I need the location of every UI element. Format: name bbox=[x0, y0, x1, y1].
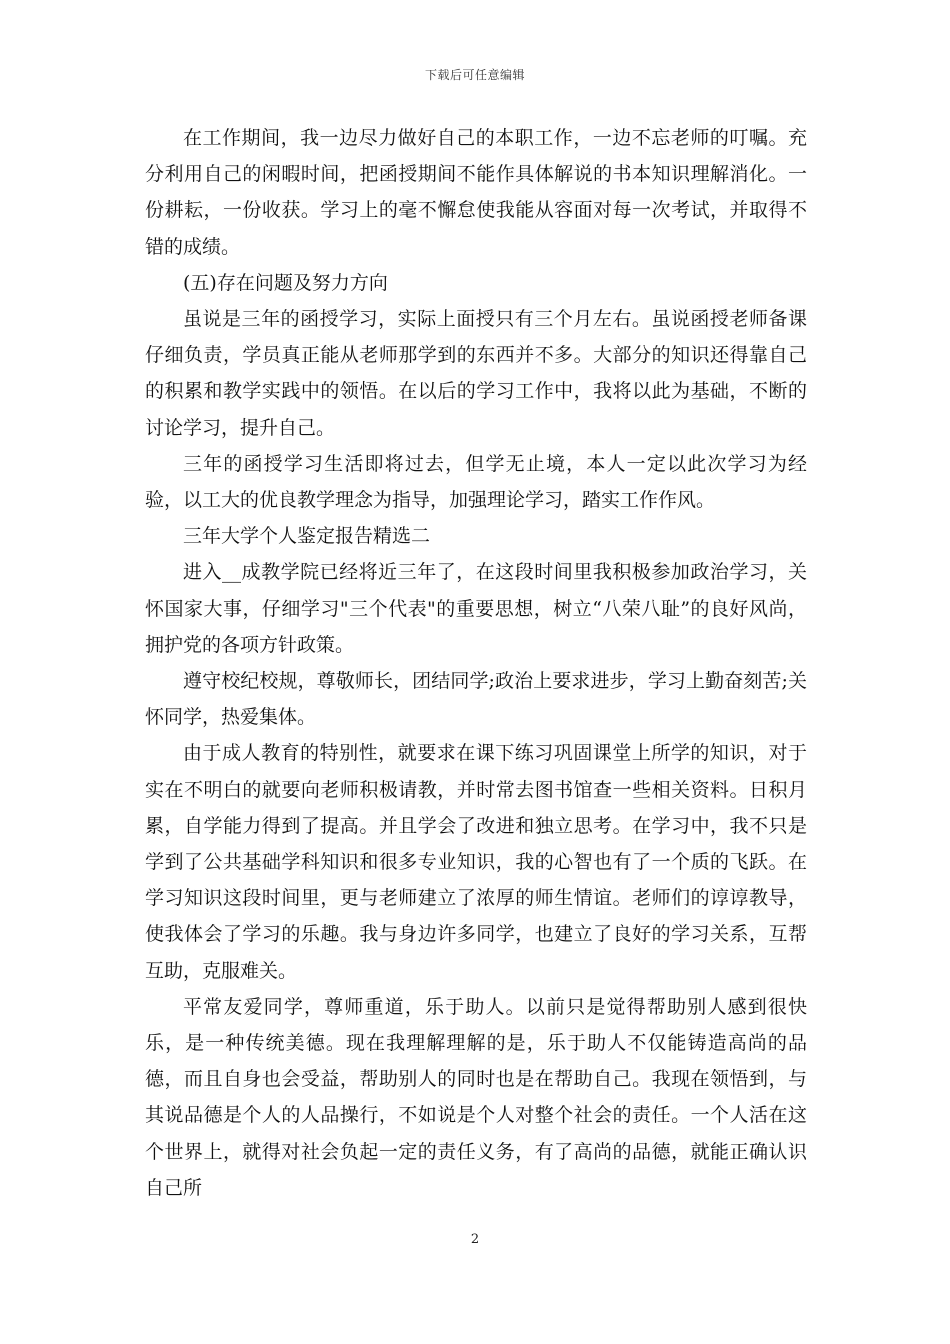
paragraph-conclusion: 三年的函授学习生活即将过去，但学无止境，本人一定以此次学习为经验，以工大的优良教学理念为指导，加强理论学习，踏实工作作风。 bbox=[145, 452, 807, 512]
page-header: 下载后可任意编辑 bbox=[424, 68, 525, 82]
paragraph-work-period: 在工作期间，我一边尽力做好自己的本职工作，一边不忘老师的叮嘱。充分利用自己的闲暇时间，把函授期间不能作具体解说的书本知识理解消化。一份耕耘，一份收获。学习上的毫不懈怠使我能从容面对每一次考试，并取得不错的成绩。 bbox=[145, 127, 807, 258]
paragraph-helping-others: 平常友爱同学，尊师重道，乐于助人。以前只是觉得帮助别人感到很快乐，是一种传统美德。现在我理解理解的是，乐于助人不仅能铸造高尚的品德，而且自身也会受益，帮助别人的同时也是在帮助自己。我现在领悟到，与其说品德是个人的人品操行，不如说是个人对整个社会的责任。一个人活在这个世界上，就得对社会负起一定的责任义务，有了高尚的品德，就能正确认识自己所 bbox=[145, 995, 807, 1199]
section-heading-report-two: 三年大学个人鉴定报告精选二 bbox=[183, 525, 431, 548]
section-heading-problems: (五)存在问题及努力方向 bbox=[183, 271, 388, 294]
page-number: 2 bbox=[470, 1232, 480, 1247]
paragraph-correspondence-study: 虽说是三年的函授学习，实际上面授只有三个月左右。虽说函授老师备课仔细负责，学员真正能从老师那学到的东西并不多。大部分的知识还得靠自己的积累和教学实践中的领悟。在以后的学习工作中，我将以此为基础，不断的讨论学习，提升自己。 bbox=[145, 308, 807, 439]
document-body bbox=[145, 120, 807, 1206]
paragraph-discipline: 遵守校纪校规，尊敬师长，团结同学;政治上要求进步，学习上勤奋刻苦;关怀同学，热爱集体。 bbox=[145, 670, 807, 729]
paragraph-self-study: 由于成人教育的特别性，就要求在课下练习巩固课堂上所学的知识，对于实在不明白的就要向老师积极请教，并时常去图书馆查一些相关资料。日积月累，自学能力得到了提高。并且学会了改进和独立思考。在学习中，我不只是学到了公共基础学科知识和很多专业知识，我的心智也有了一个质的飞跃。在学习知识这段时间里，更与老师建立了浓厚的师生情谊。老师们的谆谆教导，使我体会了学习的乐趣。我与身边许多同学，也建立了良好的学习关系，互帮互助，克服难关。 bbox=[145, 742, 807, 982]
paragraph-political-study: 进入__成教学院已经将近三年了，在这段时间里我积极参加政治学习，关怀国家大事，仔细学习"三个代表"的重要思想，树立“八荣八耻”的良好风尚，拥护党的各项方针政策。 bbox=[145, 561, 807, 656]
